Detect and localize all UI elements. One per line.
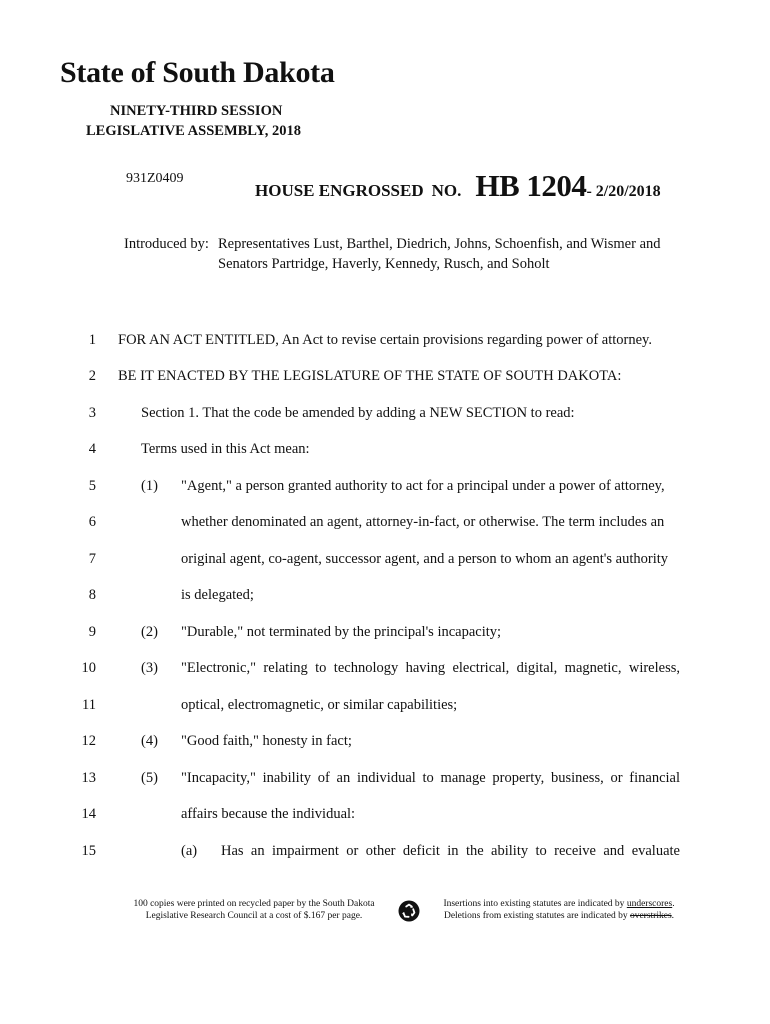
item-marker: (3) [141, 660, 158, 676]
bill-text-line: "Incapacity," inability of an individual to manage property, business, or financial [181, 770, 680, 786]
bill-title-row [255, 168, 661, 204]
line-number: 14 [81, 806, 96, 822]
bill-text-line: whether denominated an agent, attorney-in-fact, or otherwise. The term includes an [181, 514, 665, 530]
period: . [672, 899, 675, 909]
line-number: 9 [88, 624, 96, 640]
line-number: 6 [88, 514, 96, 530]
statute-legend [426, 898, 692, 922]
line-number: 1 [88, 332, 96, 348]
printing-note-line-1: 100 copies were printed on recycled paper by the South Dakota [133, 899, 375, 909]
bill-text-line: "Good faith," honesty in fact; [181, 733, 352, 749]
line-number: 8 [88, 587, 96, 603]
period: . [671, 911, 675, 921]
line-number: 13 [81, 770, 96, 786]
assembly-label: LEGISLATIVE ASSEMBLY, 2018 [86, 123, 302, 139]
line-number: 10 [81, 660, 96, 676]
line-number: 4 [88, 441, 96, 457]
bill-code: 931Z0409 [126, 171, 184, 186]
bill-text-line: original agent, co-agent, successor agent, and a person to whom an agent's authority [181, 551, 669, 567]
statute-legend-line-1 [426, 898, 692, 910]
house-engrossed-label: HOUSE ENGROSSED [255, 181, 424, 200]
printing-note [118, 898, 390, 922]
bill-text-line: BE IT ENACTED BY THE LEGISLATURE OF THE STATE OF SOUTH DAKOTA: [118, 368, 622, 384]
line-number: 5 [88, 478, 96, 494]
item-marker: (4) [141, 733, 158, 749]
bill-number: HB 1204 [475, 168, 587, 203]
statute-legend-line-2 [426, 910, 692, 922]
item-marker: (2) [141, 624, 158, 640]
printing-note-line-2: Legislative Research Council at a cost of $.167 per page. [145, 911, 363, 921]
bill-text-line: "Electronic," relating to technology having electrical, digital, magnetic, wireless, [181, 660, 680, 676]
bill-text-line: Section 1. That the code be amended by adding a NEW SECTION to read: [141, 405, 575, 421]
session-label: NINETY-THIRD SESSION [110, 103, 283, 119]
sponsors-line-1: Representatives Lust, Barthel, Diedrich, Johns, Schoenfish, and Wismer and [218, 236, 661, 252]
bill-text-line: affairs because the individual: [181, 806, 356, 822]
line-number: 3 [88, 405, 96, 421]
insertions-text: Insertions into existing statutes are indicated by [443, 899, 625, 909]
overstrikes-word: overstrikes [629, 911, 672, 921]
line-number: 2 [88, 368, 96, 384]
bill-text-line: FOR AN ACT ENTITLED, An Act to revise certain provisions regarding power of attorney. [118, 332, 652, 348]
bill-text-line: is delegated; [181, 587, 254, 603]
line-number: 11 [82, 697, 96, 713]
no-label: NO. [431, 181, 462, 200]
recycle-icon [398, 900, 420, 922]
item-marker: (1) [141, 478, 158, 494]
underscores-word: underscores [626, 899, 673, 909]
item-marker: (a) [181, 843, 198, 859]
line-number: 15 [81, 843, 96, 859]
introduced-by-label: Introduced by: [124, 236, 209, 252]
deletions-text: Deletions from existing statutes are indicated by [443, 911, 628, 921]
line-number: 7 [88, 551, 96, 567]
bill-text-line: "Agent," a person granted authority to act for a principal under a power of attorney, [181, 478, 665, 494]
bill-text-line: Terms used in this Act mean: [141, 441, 310, 457]
line-number: 12 [81, 733, 96, 749]
state-title: State of South Dakota [60, 56, 335, 89]
item-marker: (5) [141, 770, 158, 786]
sponsors-line-2: Senators Partridge, Haverly, Kennedy, Rusch, and Soholt [218, 256, 550, 272]
bill-text-line: optical, electromagnetic, or similar capabilities; [181, 697, 458, 713]
bill-text-line: "Durable," not terminated by the principal's incapacity; [181, 624, 502, 640]
bill-text-line: Has an impairment or other deficit in the ability to receive and evaluate [221, 843, 680, 859]
bill-date: - 2/20/2018 [586, 183, 661, 200]
